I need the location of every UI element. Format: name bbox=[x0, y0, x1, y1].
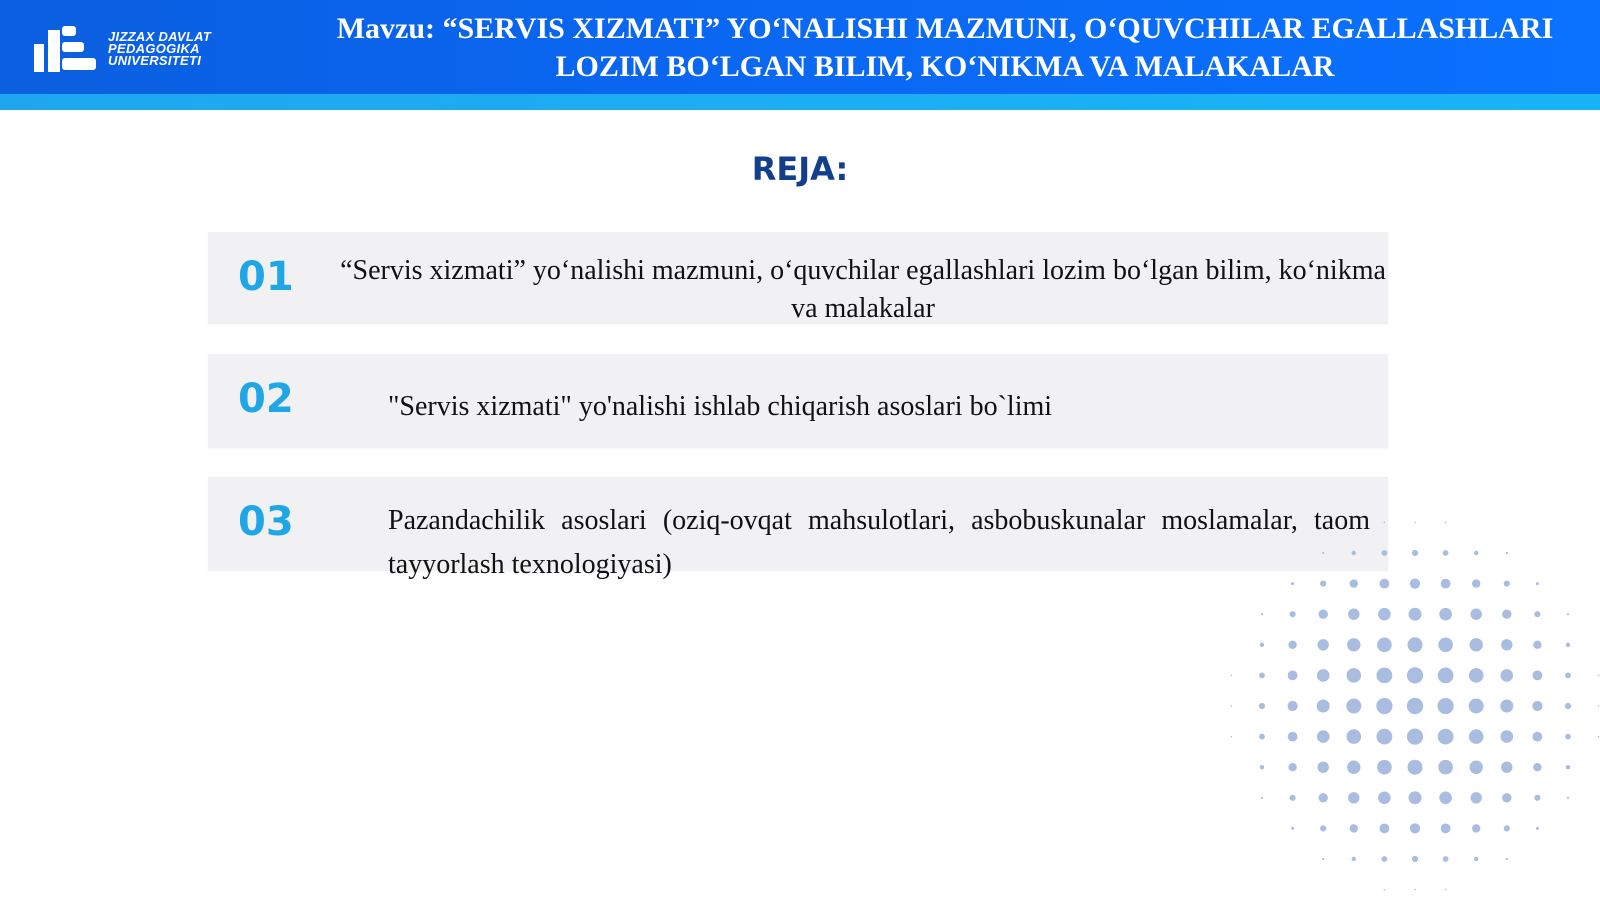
decorative-dot bbox=[1506, 858, 1508, 860]
decorative-dot bbox=[1598, 736, 1600, 738]
decorative-dot bbox=[1598, 675, 1600, 677]
decorative-dot bbox=[1348, 792, 1359, 803]
decorative-dot bbox=[1291, 827, 1294, 830]
decorative-dot bbox=[1410, 579, 1420, 589]
decorative-dot bbox=[1506, 552, 1508, 554]
decorative-dot bbox=[1502, 610, 1511, 619]
decorative-dot bbox=[1350, 579, 1358, 587]
decorative-dot bbox=[1567, 613, 1569, 615]
plan-item-2 bbox=[208, 354, 1388, 448]
decorative-dot bbox=[1231, 675, 1233, 677]
decorative-dot bbox=[1474, 857, 1478, 861]
decorative-dot bbox=[1443, 856, 1449, 862]
decorative-dot bbox=[1414, 522, 1416, 524]
decorative-dot bbox=[1317, 669, 1330, 682]
decorative-dot bbox=[1439, 792, 1452, 805]
decorative-dot bbox=[1532, 701, 1542, 711]
decorative-dot bbox=[1408, 637, 1423, 652]
decorative-dot bbox=[1380, 824, 1390, 834]
decorative-dot bbox=[1378, 792, 1391, 805]
decorative-dot bbox=[1441, 824, 1451, 834]
plan-item-2-number: 02 bbox=[238, 376, 294, 422]
decorative-dot bbox=[1501, 730, 1514, 743]
plan-item-1-number: 01 bbox=[238, 254, 294, 300]
decorative-dot bbox=[1319, 610, 1328, 619]
header-bar bbox=[0, 0, 1600, 94]
decorative-dot bbox=[1259, 673, 1265, 679]
decorative-dot bbox=[1441, 579, 1451, 589]
decorative-dot bbox=[1377, 668, 1393, 684]
decorative-dot bbox=[1501, 669, 1514, 682]
plan-item-1 bbox=[208, 232, 1388, 324]
decorative-dot bbox=[1384, 522, 1386, 524]
decorative-dot bbox=[1261, 797, 1263, 799]
decorative-dot bbox=[1501, 762, 1512, 773]
topic-title-line-2: LOZIM BO‘LGAN BILIM, KO‘NIKMA VA MALAKALAR bbox=[555, 50, 1335, 83]
decorative-dot bbox=[1318, 762, 1329, 773]
decorative-dot bbox=[1260, 765, 1264, 769]
decorative-dot bbox=[1533, 732, 1543, 742]
decorative-dot bbox=[1471, 609, 1482, 620]
decorative-dot bbox=[1504, 581, 1510, 587]
decorative-dot bbox=[1261, 613, 1263, 615]
decorative-dot bbox=[1469, 699, 1484, 714]
decorative-dot bbox=[1320, 825, 1326, 831]
decorative-dot bbox=[1231, 736, 1233, 738]
decorative-dot bbox=[1438, 760, 1453, 775]
decorative-dot bbox=[1384, 889, 1386, 891]
decorative-dot bbox=[1472, 824, 1480, 832]
decorative-dot bbox=[1290, 795, 1296, 801]
decorative-dot bbox=[1504, 825, 1510, 831]
plan-item-3-number: 03 bbox=[238, 499, 294, 545]
decorative-dot bbox=[1565, 734, 1571, 740]
decorative-dot bbox=[1534, 611, 1540, 617]
decorative-dot bbox=[1347, 668, 1362, 683]
decorative-dot bbox=[1412, 856, 1418, 862]
decorative-dot bbox=[1533, 671, 1543, 681]
decorative-dot bbox=[1382, 550, 1388, 556]
plan-title: REJA: bbox=[751, 150, 849, 188]
decorative-dot bbox=[1474, 551, 1478, 555]
decorative-dot bbox=[1291, 582, 1294, 585]
plan-item-3-text: Pazandachilik asoslari (oziq-ovqat mahsulotlari, asbobuskunalar moslamalar, taom tayyorlash texnologiyasi) bbox=[388, 505, 1370, 580]
decorative-dot bbox=[1317, 700, 1330, 713]
header-accent-strip bbox=[0, 94, 1600, 110]
decorative-dot bbox=[1288, 701, 1298, 711]
slide-topic-title bbox=[300, 10, 1590, 86]
decorative-dot bbox=[1376, 698, 1392, 714]
decorative-dot bbox=[1259, 734, 1265, 740]
decorative-dot bbox=[1407, 698, 1423, 714]
decorative-dot bbox=[1534, 795, 1540, 801]
decorative-dot bbox=[1536, 827, 1539, 830]
decorative-dot bbox=[1501, 639, 1512, 650]
decorative-dot bbox=[1470, 761, 1483, 774]
decorative-dot bbox=[1438, 698, 1454, 714]
decorative-dot bbox=[1439, 608, 1452, 621]
plan-item-3 bbox=[208, 477, 1388, 580]
decorative-dot bbox=[1470, 638, 1483, 651]
decorative-dot bbox=[1377, 729, 1393, 745]
decorative-dot bbox=[1472, 579, 1480, 587]
decorative-dot-pattern bbox=[1220, 518, 1600, 900]
decorative-dot bbox=[1438, 729, 1454, 745]
topic-title-line-1: Mavzu: “SERVIS XIZMATI” YO‘NALISHI MAZMUNI, O‘QUVCHILAR EGALLASHLARI bbox=[336, 12, 1554, 45]
decorative-dot bbox=[1438, 668, 1454, 684]
decorative-dot bbox=[1319, 793, 1328, 802]
decorative-dot bbox=[1350, 824, 1358, 832]
decorative-dot bbox=[1412, 550, 1418, 556]
decorative-dot bbox=[1410, 823, 1420, 833]
decorative-dot bbox=[1346, 699, 1361, 714]
decorative-dot bbox=[1566, 643, 1570, 647]
decorative-dot bbox=[1409, 608, 1422, 621]
decorative-dot bbox=[1318, 639, 1329, 650]
decorative-dot bbox=[1469, 668, 1484, 683]
decorative-dot bbox=[1438, 638, 1453, 653]
decorative-dot bbox=[1288, 671, 1298, 681]
decorative-dot bbox=[1347, 729, 1362, 744]
decorative-dot bbox=[1500, 700, 1513, 713]
decorative-dot bbox=[1320, 581, 1326, 587]
decorative-dot bbox=[1347, 761, 1360, 774]
decorative-dot bbox=[1502, 793, 1511, 802]
decorative-dot bbox=[1260, 643, 1264, 647]
decorative-dot bbox=[1443, 550, 1449, 556]
decorative-dot bbox=[1322, 858, 1324, 860]
decorative-dot bbox=[1445, 522, 1447, 524]
logo-line-1: JIZZAX DAVLAT bbox=[108, 29, 212, 44]
university-logo-mark-icon bbox=[32, 24, 102, 74]
decorative-dot bbox=[1567, 797, 1569, 799]
decorative-dot bbox=[1348, 609, 1359, 620]
university-logo-text bbox=[108, 31, 211, 67]
plan-item-2-text: "Servis xizmati" yo'nalishi ishlab chiqarish asoslari bo`limi bbox=[388, 391, 1053, 422]
decorative-dot bbox=[1471, 792, 1482, 803]
decorative-dot bbox=[1322, 552, 1324, 554]
decorative-dot bbox=[1598, 705, 1600, 707]
decorative-dot bbox=[1352, 857, 1356, 861]
decorative-dot bbox=[1409, 791, 1422, 804]
decorative-dot bbox=[1231, 705, 1233, 707]
decorative-dot bbox=[1380, 579, 1390, 589]
decorative-dot bbox=[1533, 641, 1541, 649]
decorative-dot bbox=[1536, 582, 1539, 585]
decorative-dot bbox=[1414, 889, 1416, 891]
decorative-dot bbox=[1288, 732, 1298, 742]
decorative-dot bbox=[1565, 703, 1571, 709]
decorative-dot bbox=[1347, 638, 1360, 651]
decorative-dot bbox=[1288, 641, 1296, 649]
logo-line-3: UNIVERSITETI bbox=[108, 53, 202, 68]
logo-line-2: PEDAGOGIKA bbox=[108, 41, 200, 56]
decorative-dot bbox=[1352, 551, 1356, 555]
decorative-dot bbox=[1290, 611, 1296, 617]
decorative-dot bbox=[1469, 729, 1484, 744]
decorative-dot bbox=[1407, 729, 1423, 745]
decorative-dot bbox=[1317, 730, 1330, 743]
decorative-dot bbox=[1288, 763, 1296, 771]
decorative-dot bbox=[1407, 667, 1423, 683]
decorative-dot bbox=[1565, 673, 1571, 679]
plan-item-1-text: “Servis xizmati” yo‘nalishi mazmuni, o‘quvchilar egallashlari lozim bo‘lgan bilim, ko‘nikma va malakalar bbox=[340, 255, 1386, 324]
university-logo bbox=[32, 24, 232, 74]
decorative-dot bbox=[1382, 856, 1388, 862]
decorative-dot bbox=[1408, 760, 1423, 775]
decorative-dot bbox=[1377, 638, 1392, 653]
decorative-dot bbox=[1377, 760, 1392, 775]
decorative-dot bbox=[1378, 608, 1391, 621]
decorative-dot bbox=[1566, 765, 1570, 769]
decorative-dot bbox=[1259, 703, 1265, 709]
decorative-dot bbox=[1445, 889, 1447, 891]
decorative-dot bbox=[1533, 763, 1541, 771]
